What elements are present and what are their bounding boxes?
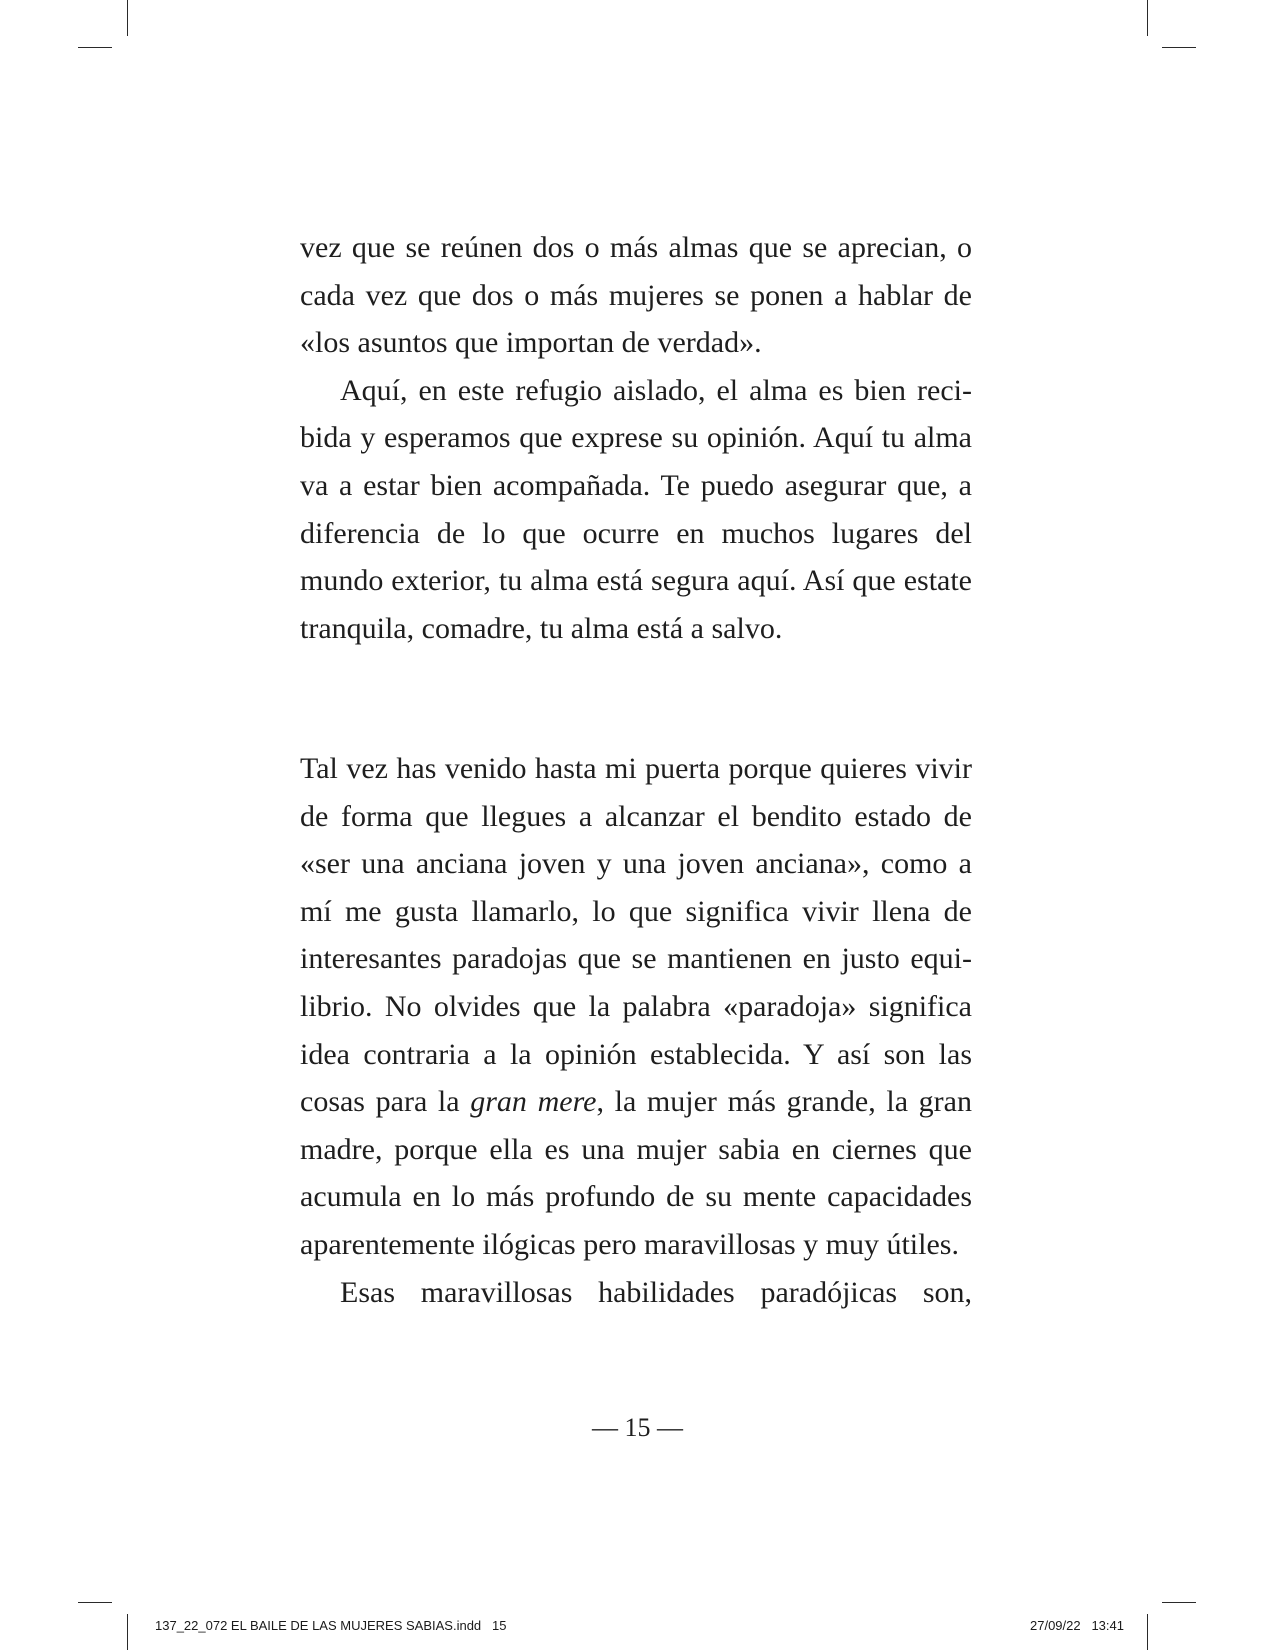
crop-mark-bottom-right-horizontal xyxy=(1162,1602,1196,1603)
crop-mark-top-left-horizontal xyxy=(78,47,112,48)
paragraph-refugio: Aquí, en este refugio aislado, el alma es bien recibida y esperamos que exprese su opinión. Aquí tu alma va a estar bien acompañada. Te puedo asegurar que, a diferencia de lo que ocurre en muchos lugares del mundo exterior, tu alma está segura aquí. Así que estate tranquila, comadre, tu alma está a salvo. xyxy=(300,373,972,645)
paragraph-continued: vez que se reúnen dos o más almas que se aprecian, o cada vez que dos o más mujeres se ponen a hablar de «los asuntos que importan de verdad». xyxy=(300,231,972,360)
crop-mark-bottom-left-horizontal xyxy=(78,1602,112,1603)
crop-mark-top-right-horizontal xyxy=(1162,47,1196,48)
text-section-2 xyxy=(300,745,972,1316)
crop-mark-top-left-vertical xyxy=(127,0,128,36)
paragraph-paradojas-part-2: , la mujer más grande, la gran madre, porque ella es una mujer sabia en ciernes que acumula en lo más profundo de su mente capacidades aparentemente ilógicas pero maravillosas y muy útiles. xyxy=(300,1085,972,1261)
crop-mark-bottom-right-vertical xyxy=(1147,1614,1148,1650)
paragraph-habilidades: Esas maravillosas habilidades paradójicas son, xyxy=(340,1275,972,1309)
paragraph-paradojas-part-1: Tal vez has venido hasta mi puerta porque quieres vivir de forma que llegues a alcanzar el bendito estado de «ser una anciana joven y una joven anciana», como a mí me gusta llamarlo, lo que significa vivir llena de interesantes paradojas que se mantienen en justo equilibrio. No olvides que la palabra «paradoja» significa idea contraria a la opinión establecida. Y así son las cosas para la xyxy=(300,752,972,1119)
slug-filename: 137_22_072 EL BAILE DE LAS MUJERES SABIAS.indd 15 xyxy=(155,1618,507,1633)
italic-gran-mere: gran mere xyxy=(470,1085,597,1119)
paragraph-paradojas xyxy=(300,745,972,1269)
page-number: — 15 — xyxy=(592,1413,683,1442)
crop-mark-bottom-left-vertical xyxy=(127,1614,128,1650)
text-section-1 xyxy=(300,224,972,652)
crop-mark-top-right-vertical xyxy=(1147,0,1148,36)
slug-date: 27/09/22 13:41 xyxy=(1030,1618,1124,1633)
